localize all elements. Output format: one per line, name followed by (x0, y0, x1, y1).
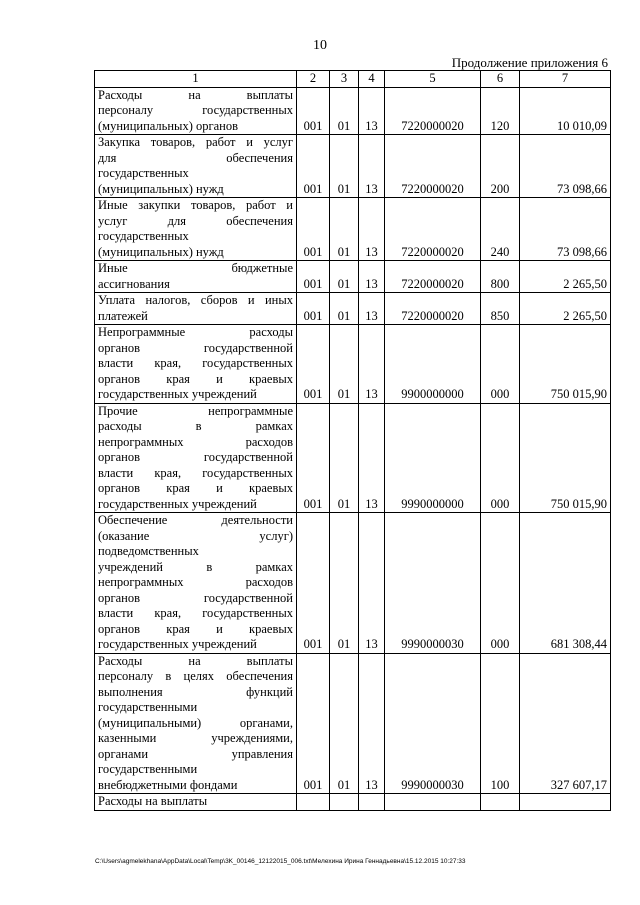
amount-cell: 73 098,66 (520, 135, 611, 198)
expense-name-line: казенными учреждениями, (98, 731, 293, 745)
expense-name-line: расходы в рамках (98, 419, 293, 433)
expense-name-line: государственных (98, 229, 189, 243)
expense-name-line: Обеспечение деятельности (98, 513, 293, 527)
expense-type-cell: 000 (481, 403, 520, 513)
section-cell (330, 794, 359, 811)
section-cell: 01 (330, 403, 359, 513)
expense-name-cell (95, 87, 297, 135)
table-row (95, 293, 611, 325)
expense-name-line: органов государственной (98, 340, 293, 355)
section-cell: 01 (330, 198, 359, 261)
ministry-code-cell: 001 (297, 261, 330, 293)
expense-type-cell: 000 (481, 325, 520, 404)
col-header-4: 4 (359, 71, 385, 88)
expense-name-cell (95, 325, 297, 404)
subsection-cell: 13 (359, 513, 385, 654)
ministry-code-cell (297, 794, 330, 811)
expense-name-line: власти края, государственных (98, 606, 293, 620)
section-cell: 01 (330, 135, 359, 198)
expense-name-line: (оказание услуг) (98, 528, 293, 543)
amount-cell: 2 265,50 (520, 293, 611, 325)
expense-name-line: для обеспечения (98, 150, 293, 165)
expense-name-cell (95, 653, 297, 794)
amount-cell: 681 308,44 (520, 513, 611, 654)
expense-name-line: органов государственной (98, 450, 293, 464)
table-body (95, 87, 611, 810)
expense-name-line: непрограммных расходов (98, 575, 293, 589)
expense-type-cell: 200 (481, 135, 520, 198)
expense-type-cell: 800 (481, 261, 520, 293)
expense-name-line: Иные закупки товаров, работ и (98, 198, 293, 212)
ministry-code-cell: 001 (297, 325, 330, 404)
expense-name-line: государственных (98, 166, 189, 180)
table-row (95, 198, 611, 261)
expense-name-line: учреждений в рамках (98, 559, 293, 574)
expense-name-line: власти края, государственных (98, 356, 293, 370)
ministry-code-cell: 001 (297, 87, 330, 135)
expense-name-line: органов края и краевых (98, 621, 293, 636)
section-cell: 01 (330, 325, 359, 404)
expense-name-line: государственными (98, 762, 198, 776)
col-header-5: 5 (385, 71, 481, 88)
expense-name-line: услуг для обеспечения (98, 213, 293, 228)
expense-name-line: государственных учреждений (98, 387, 257, 401)
expense-name-line: Иные бюджетные (98, 261, 293, 275)
target-article-cell: 9990000030 (385, 653, 481, 794)
subsection-cell: 13 (359, 293, 385, 325)
col-header-3: 3 (330, 71, 359, 88)
amount-cell: 750 015,90 (520, 403, 611, 513)
expense-name-line: подведомственных (98, 544, 199, 558)
expense-name-line: Расходы на выплаты (98, 794, 208, 808)
subsection-cell: 13 (359, 403, 385, 513)
file-path-footer: C:\Users\agmelekhana\AppData\Local\Temp\3K_00146_12122015_006.txt\Мелехина Ирина Геннадьевна\15.12.2015 10:27:33 (95, 858, 466, 865)
target-article-cell: 9990000000 (385, 403, 481, 513)
section-cell: 01 (330, 87, 359, 135)
amount-cell: 2 265,50 (520, 261, 611, 293)
expense-name-line: органов государственной (98, 590, 293, 605)
expense-name-line: Прочие непрограммные (98, 403, 293, 418)
subsection-cell: 13 (359, 135, 385, 198)
expense-name-line: Расходы на выплаты (98, 87, 293, 102)
ministry-code-cell: 001 (297, 513, 330, 654)
col-header-1: 1 (95, 71, 297, 88)
section-cell: 01 (330, 653, 359, 794)
expense-name-line: персоналу государственных (98, 103, 293, 117)
expense-type-cell: 850 (481, 293, 520, 325)
subsection-cell: 13 (359, 653, 385, 794)
subsection-cell: 13 (359, 261, 385, 293)
table-row (95, 403, 611, 513)
subsection-cell: 13 (359, 325, 385, 404)
expense-name-line: Непрограммные расходы (98, 325, 293, 339)
section-cell: 01 (330, 261, 359, 293)
expense-name-line: непрограммных расходов (98, 434, 293, 449)
col-header-7: 7 (520, 71, 611, 88)
table-row (95, 87, 611, 135)
budget-table (94, 70, 611, 811)
ministry-code-cell: 001 (297, 653, 330, 794)
expense-type-cell: 240 (481, 198, 520, 261)
expense-name-line: платежей (98, 308, 148, 323)
expense-name-line: органов края и краевых (98, 371, 293, 386)
table-row (95, 325, 611, 404)
target-article-cell: 7220000020 (385, 293, 481, 325)
col-header-2: 2 (297, 71, 330, 88)
table-row (95, 261, 611, 293)
expense-name-line: власти края, государственных (98, 465, 293, 480)
expense-name-line: государственными (98, 700, 198, 714)
col-header-6: 6 (481, 71, 520, 88)
expense-type-cell: 000 (481, 513, 520, 654)
table-row (95, 653, 611, 794)
target-article-cell: 7220000020 (385, 135, 481, 198)
expense-type-cell (481, 794, 520, 811)
amount-cell: 73 098,66 (520, 198, 611, 261)
header-row (95, 71, 611, 88)
target-article-cell: 7220000020 (385, 198, 481, 261)
expense-name-cell (95, 135, 297, 198)
annex-title: Продолжение приложения 6 (451, 55, 608, 70)
expense-name-line: (муниципальных) органов (98, 118, 239, 133)
amount-cell (520, 794, 611, 811)
target-article-cell (385, 794, 481, 811)
section-cell: 01 (330, 293, 359, 325)
expense-name-cell (95, 403, 297, 513)
target-article-cell: 9990000030 (385, 513, 481, 654)
target-article-cell: 7220000020 (385, 87, 481, 135)
ministry-code-cell: 001 (297, 293, 330, 325)
expense-name-line: Уплата налогов, сборов и иных (98, 293, 293, 307)
amount-cell: 10 010,09 (520, 87, 611, 135)
expense-name-cell (95, 261, 297, 293)
expense-type-cell: 120 (481, 87, 520, 135)
expense-name-line: (муниципальных) нужд (98, 244, 224, 259)
expense-name-line: органами управления (98, 746, 293, 761)
ministry-code-cell: 001 (297, 403, 330, 513)
expense-name-cell (95, 293, 297, 325)
expense-name-line: Расходы на выплаты (98, 653, 293, 668)
amount-cell: 750 015,90 (520, 325, 611, 404)
expense-name-line: (муниципальных) нужд (98, 181, 224, 196)
expense-name-line: органов края и краевых (98, 481, 293, 495)
expense-name-line: государственных учреждений (98, 637, 257, 651)
table-row (95, 135, 611, 198)
expense-type-cell: 100 (481, 653, 520, 794)
expense-name-line: (муниципальными) органами, (98, 715, 293, 730)
expense-name-line: государственных учреждений (98, 496, 257, 511)
subsection-cell: 13 (359, 198, 385, 261)
page-number: 10 (313, 38, 327, 53)
expense-name-cell (95, 794, 297, 811)
target-article-cell: 7220000020 (385, 261, 481, 293)
table-row (95, 794, 611, 811)
expense-name-line: ассигнования (98, 276, 170, 291)
section-cell: 01 (330, 513, 359, 654)
expense-name-line: Закупка товаров, работ и услуг (98, 135, 293, 149)
subsection-cell: 13 (359, 87, 385, 135)
subsection-cell (359, 794, 385, 811)
amount-cell: 327 607,17 (520, 653, 611, 794)
expense-name-cell (95, 513, 297, 654)
ministry-code-cell: 001 (297, 198, 330, 261)
target-article-cell: 9900000000 (385, 325, 481, 404)
expense-name-cell (95, 198, 297, 261)
table-row (95, 513, 611, 654)
expense-name-line: внебюджетными фондами (98, 777, 238, 792)
expense-name-line: выполнения функций (98, 684, 293, 699)
expense-name-line: персоналу в целях обеспечения (98, 669, 293, 683)
ministry-code-cell: 001 (297, 135, 330, 198)
